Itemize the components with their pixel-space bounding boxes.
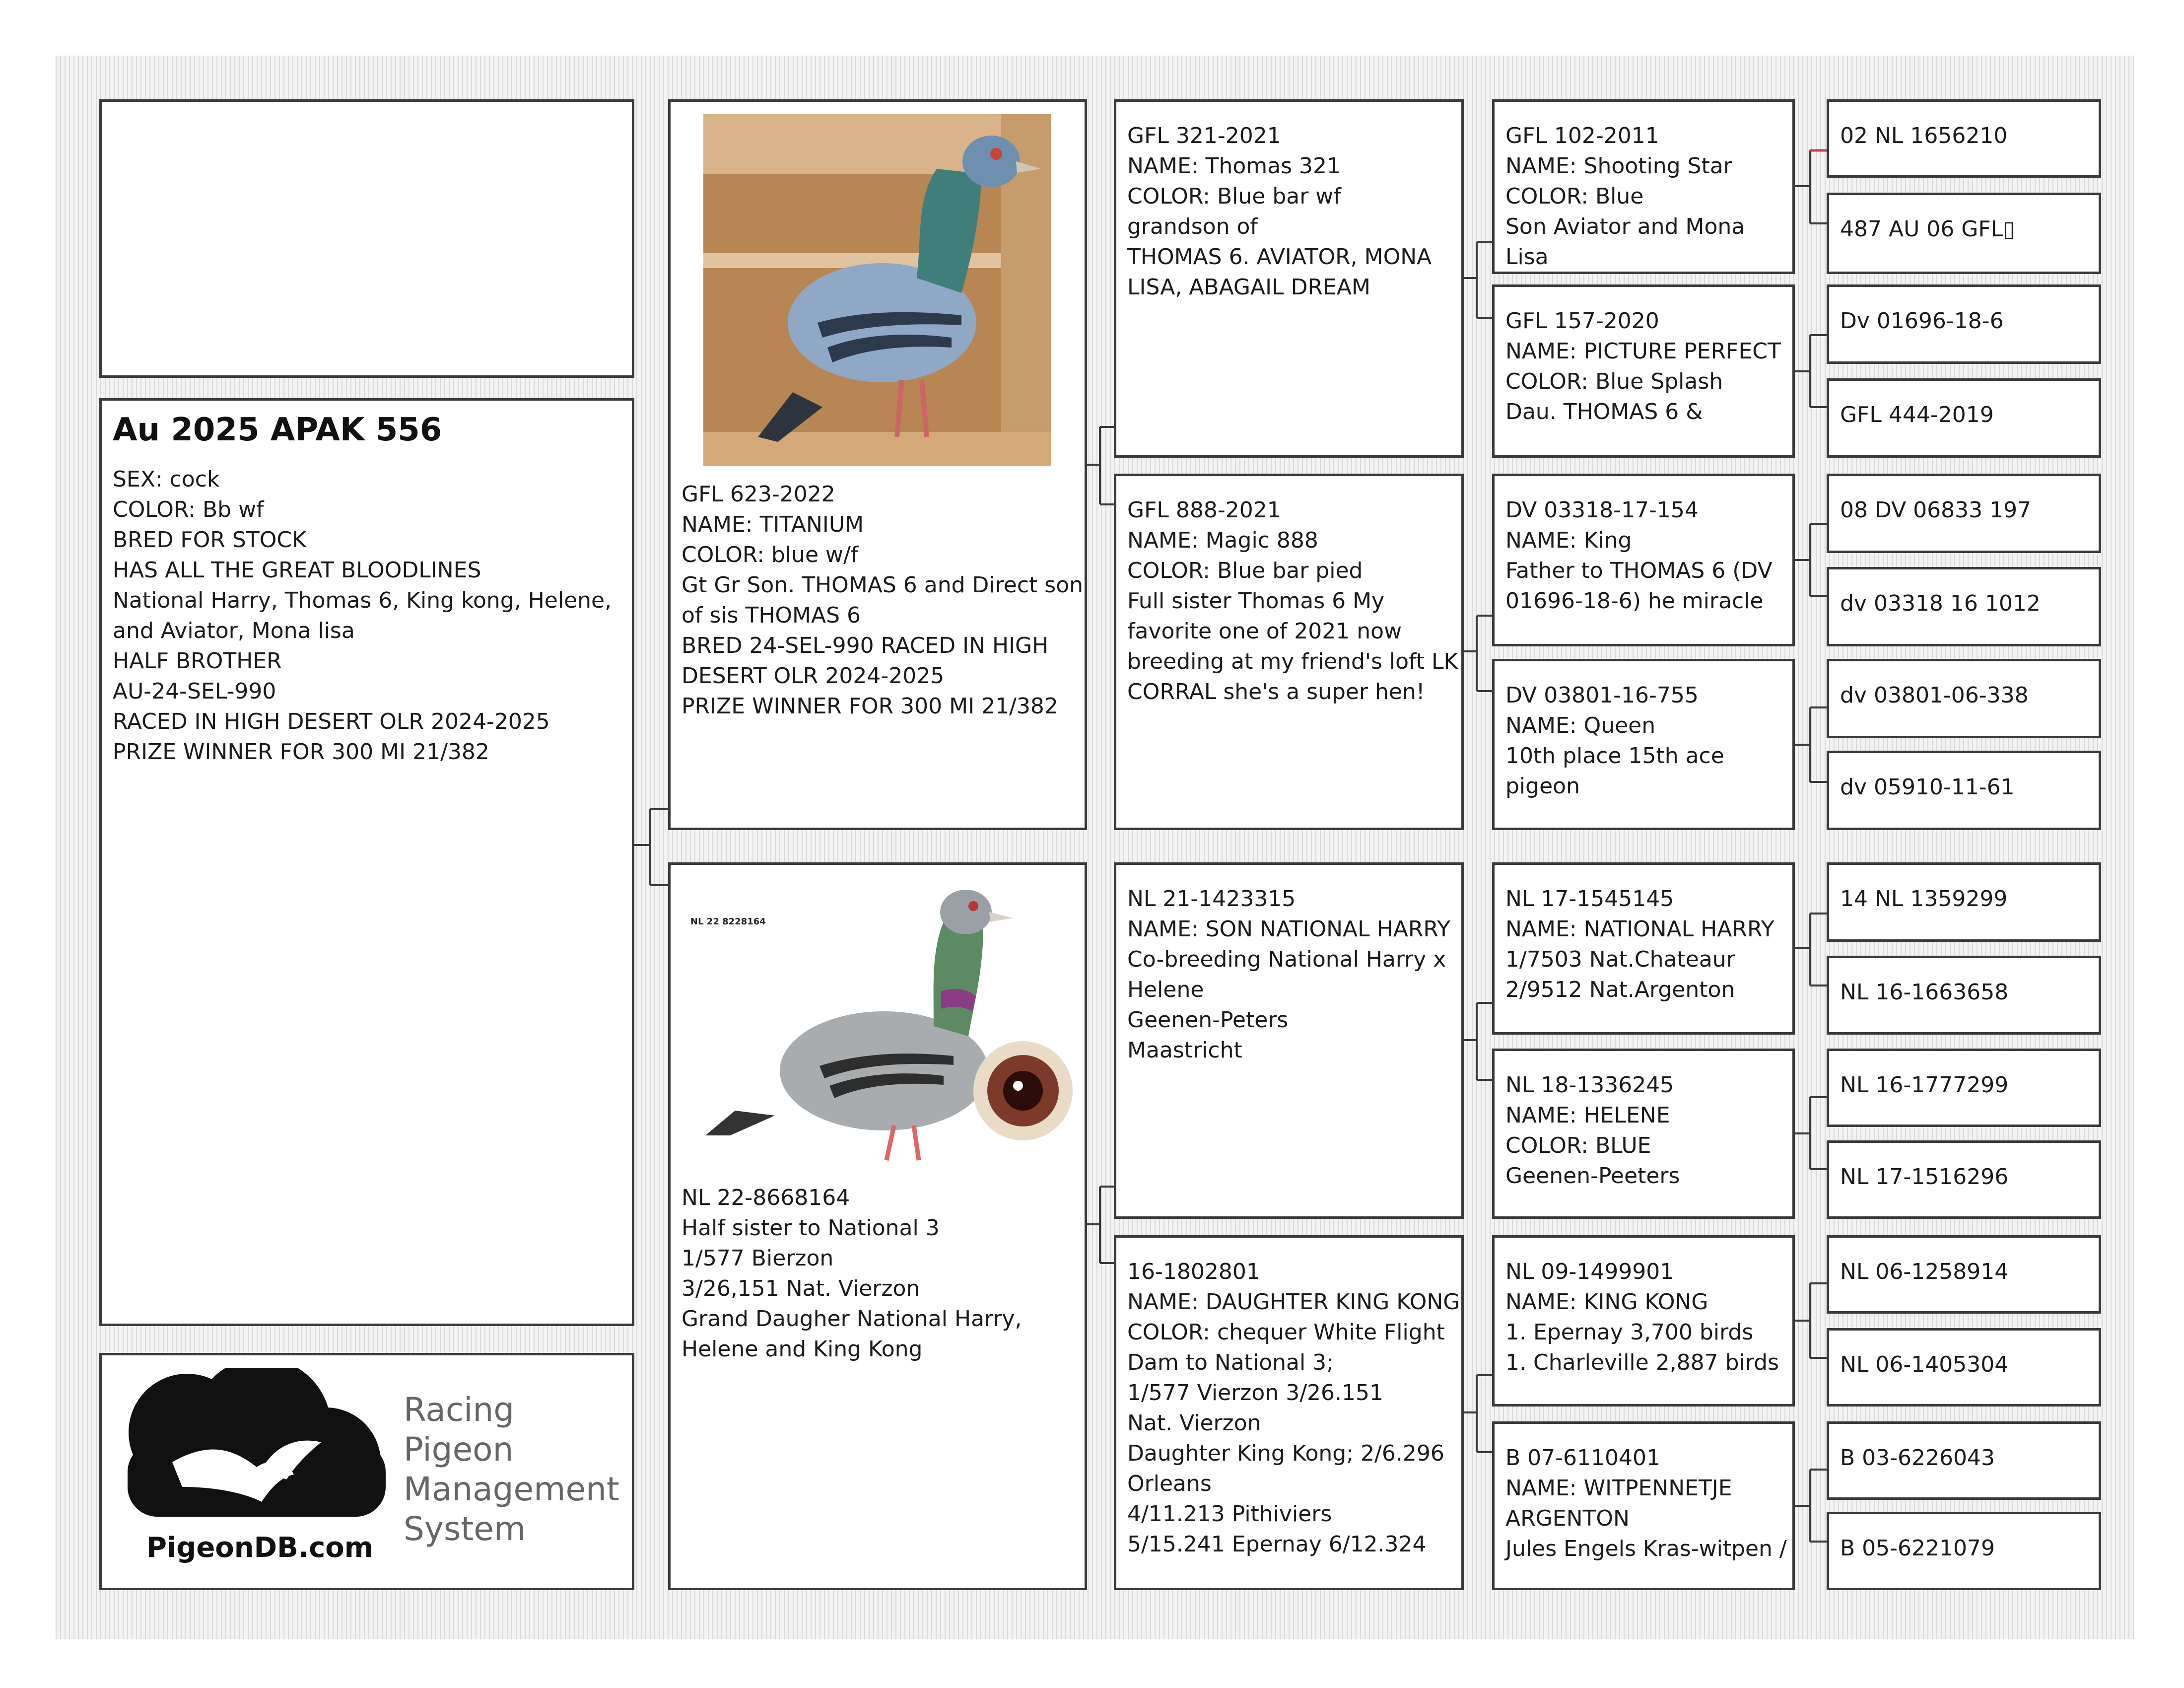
ggg-card[interactable] [1827,474,2101,553]
sire-details: GFL 623-2022 NAME: TITANIUM COLOR: blue w/f Gt Gr Son. THOMAS 6 and Direct son of sis THOMAS 6 BRED 24-SEL-990 RACED IN HIGH DESERT OLR 2024-2025 PRIZE WINNER FOR 300 MI 21/382 [682,482,1083,719]
sire-photo [703,114,1051,466]
grandparent-details: NL 21-1423315 NAME: SON NATIONAL HARRY Co-breeding National Harry x Helene Geenen-Peters Maastricht [1127,886,1451,1063]
ggg-band: 02 NL 1656210 [1840,123,2008,148]
ggg-card[interactable] [1827,659,2101,738]
pigeon-photo-icon [703,114,1051,466]
great-grandparent-card[interactable] [1492,1235,1795,1407]
pigeon-logo-icon [113,1368,391,1522]
great-grandparent-details: NL 17-1545145 NAME: NATIONAL HARRY 1/7503 Nat.Chateaur 2/9512 Nat.Argenton [1505,886,1774,1002]
dam-photo [676,877,1083,1180]
logo-box [99,1353,634,1590]
dam-details: NL 22-8668164 Half sister to National 3 1/577 Bierzon 3/26,151 Nat. Vierzon Grand Daugher National Harry, Helene and King Kong [682,1185,1022,1362]
logo-tagline: Racing Pigeon Management System [404,1391,619,1548]
ggg-band: dv 05910-11-61 [1840,774,2015,800]
ggg-card[interactable] [1827,378,2101,458]
ggg-band: NL 16-1663658 [1840,980,2009,1005]
ggg-band: B 03-6226043 [1840,1445,1995,1471]
grandparent-card[interactable] [1114,474,1464,830]
great-grandparent-details: DV 03318-17-154 NAME: King Father to THOMAS 6 (DV 01696-18-6) he miracle [1505,497,1773,614]
dam-card[interactable] [668,862,1087,1590]
ggg-band: NL 16-1777299 [1840,1072,2009,1098]
ggg-band: NL 17-1516296 [1840,1164,2009,1190]
great-grandparent-details: DV 03801-16-755 NAME: Queen 10th place 15th ace pigeon [1505,683,1724,799]
logo-url[interactable]: PigeonDB.com [146,1532,374,1564]
great-grandparent-details: NL 18-1336245 NAME: HELENE COLOR: BLUE Geenen-Peeters [1505,1072,1680,1189]
ggg-card[interactable] [1827,567,2101,646]
ggg-card[interactable] [1827,751,2101,830]
ggg-card[interactable] [1827,862,2101,942]
ggg-band: 487 AU 06 GFL▯ [1840,216,2015,242]
great-grandparent-details: GFL 102-2011 NAME: Shooting Star COLOR: Blue Son Aviator and Mona Lisa [1505,123,1745,270]
subject-details: SEX: cock COLOR: Bb wf BRED FOR STOCK HAS ALL THE GREAT BLOODLINES National Harry, Thomas 6, King kong, Helene, and Aviator, Mona lisa HALF BROTHER AU-24-SEL-990 RACED IN HIGH DESERT OLR 2024-2025 PRIZE WINNER FOR 300 MI 21/382 [113,467,612,765]
ggg-band: 14 NL 1359299 [1840,886,2008,912]
great-grandparent-card[interactable] [1492,659,1795,830]
ggg-band: NL 06-1258914 [1840,1259,2009,1284]
ggg-card[interactable] [1827,956,2101,1035]
ggg-card[interactable] [1827,99,2101,178]
ggg-band: dv 03801-06-338 [1840,683,2029,708]
ggg-band: GFL 444-2019 [1840,402,1994,427]
grandparent-card[interactable] [1114,99,1464,458]
great-grandparent-card[interactable] [1492,862,1795,1035]
ggg-card[interactable] [1827,1421,2101,1500]
grandparent-details: 16-1802801 NAME: DAUGHTER KING KONG COLOR: chequer White Flight Dam to National 3; 1/577 Vierzon 3/26.151 Nat. Vierzon Daughter King Kong; 2/6.296 Orleans 4/11.213 Pithiviers 5/15.241 Epernay 6/12.324 [1127,1259,1460,1557]
subject-band: Au 2025 APAK 556 [113,412,442,448]
notes-box [99,99,634,378]
great-grandparent-card[interactable] [1492,284,1795,458]
ggg-card[interactable] [1827,1049,2101,1127]
great-grandparent-card[interactable] [1492,1049,1795,1219]
ggg-card[interactable] [1827,1235,2101,1314]
ggg-card[interactable] [1827,1328,2101,1407]
dam-photo-label: NL 22 8228164 [690,916,766,927]
grandparent-card[interactable] [1114,862,1464,1219]
great-grandparent-details: B 07-6110401 NAME: WITPENNETJE ARGENTON Jules Engels Kras-witpen / [1505,1445,1787,1561]
ggg-band: NL 06-1405304 [1840,1352,2009,1377]
great-grandparent-details: GFL 157-2020 NAME: PICTURE PERFECT COLOR: Blue Splash Dau. THOMAS 6 & [1505,308,1781,424]
great-grandparent-card[interactable] [1492,474,1795,646]
ggg-card[interactable] [1827,1512,2101,1590]
great-grandparent-card[interactable] [1492,99,1795,274]
subject-card[interactable] [99,398,634,1326]
grandparent-details: GFL 888-2021 NAME: Magic 888 COLOR: Blue bar pied Full sister Thomas 6 My favorite one of 2021 now breeding at my friend's loft LK CORRAL she's a super hen! [1127,497,1458,704]
ggg-band: B 05-6221079 [1840,1536,1995,1561]
pigeon-photo-icon [676,877,1083,1180]
sire-card[interactable] [668,99,1087,830]
grandparent-details: GFL 321-2021 NAME: Thomas 321 COLOR: Blue bar wf grandson of THOMAS 6. AVIATOR, MONA LISA, ABAGAIL DREAM [1127,123,1432,300]
grandparent-card[interactable] [1114,1235,1464,1590]
ggg-card[interactable] [1827,193,2101,274]
ggg-card[interactable] [1827,1140,2101,1219]
ggg-band: Dv 01696-18-6 [1840,308,2004,334]
great-grandparent-details: NL 09-1499901 NAME: KING KONG 1. Epernay 3,700 birds 1. Charleville 2,887 birds [1505,1259,1779,1375]
great-grandparent-card[interactable] [1492,1421,1795,1590]
ggg-band: dv 03318 16 1012 [1840,591,2041,616]
ggg-band: 08 DV 06833 197 [1840,497,2032,523]
ggg-card[interactable] [1827,284,2101,364]
